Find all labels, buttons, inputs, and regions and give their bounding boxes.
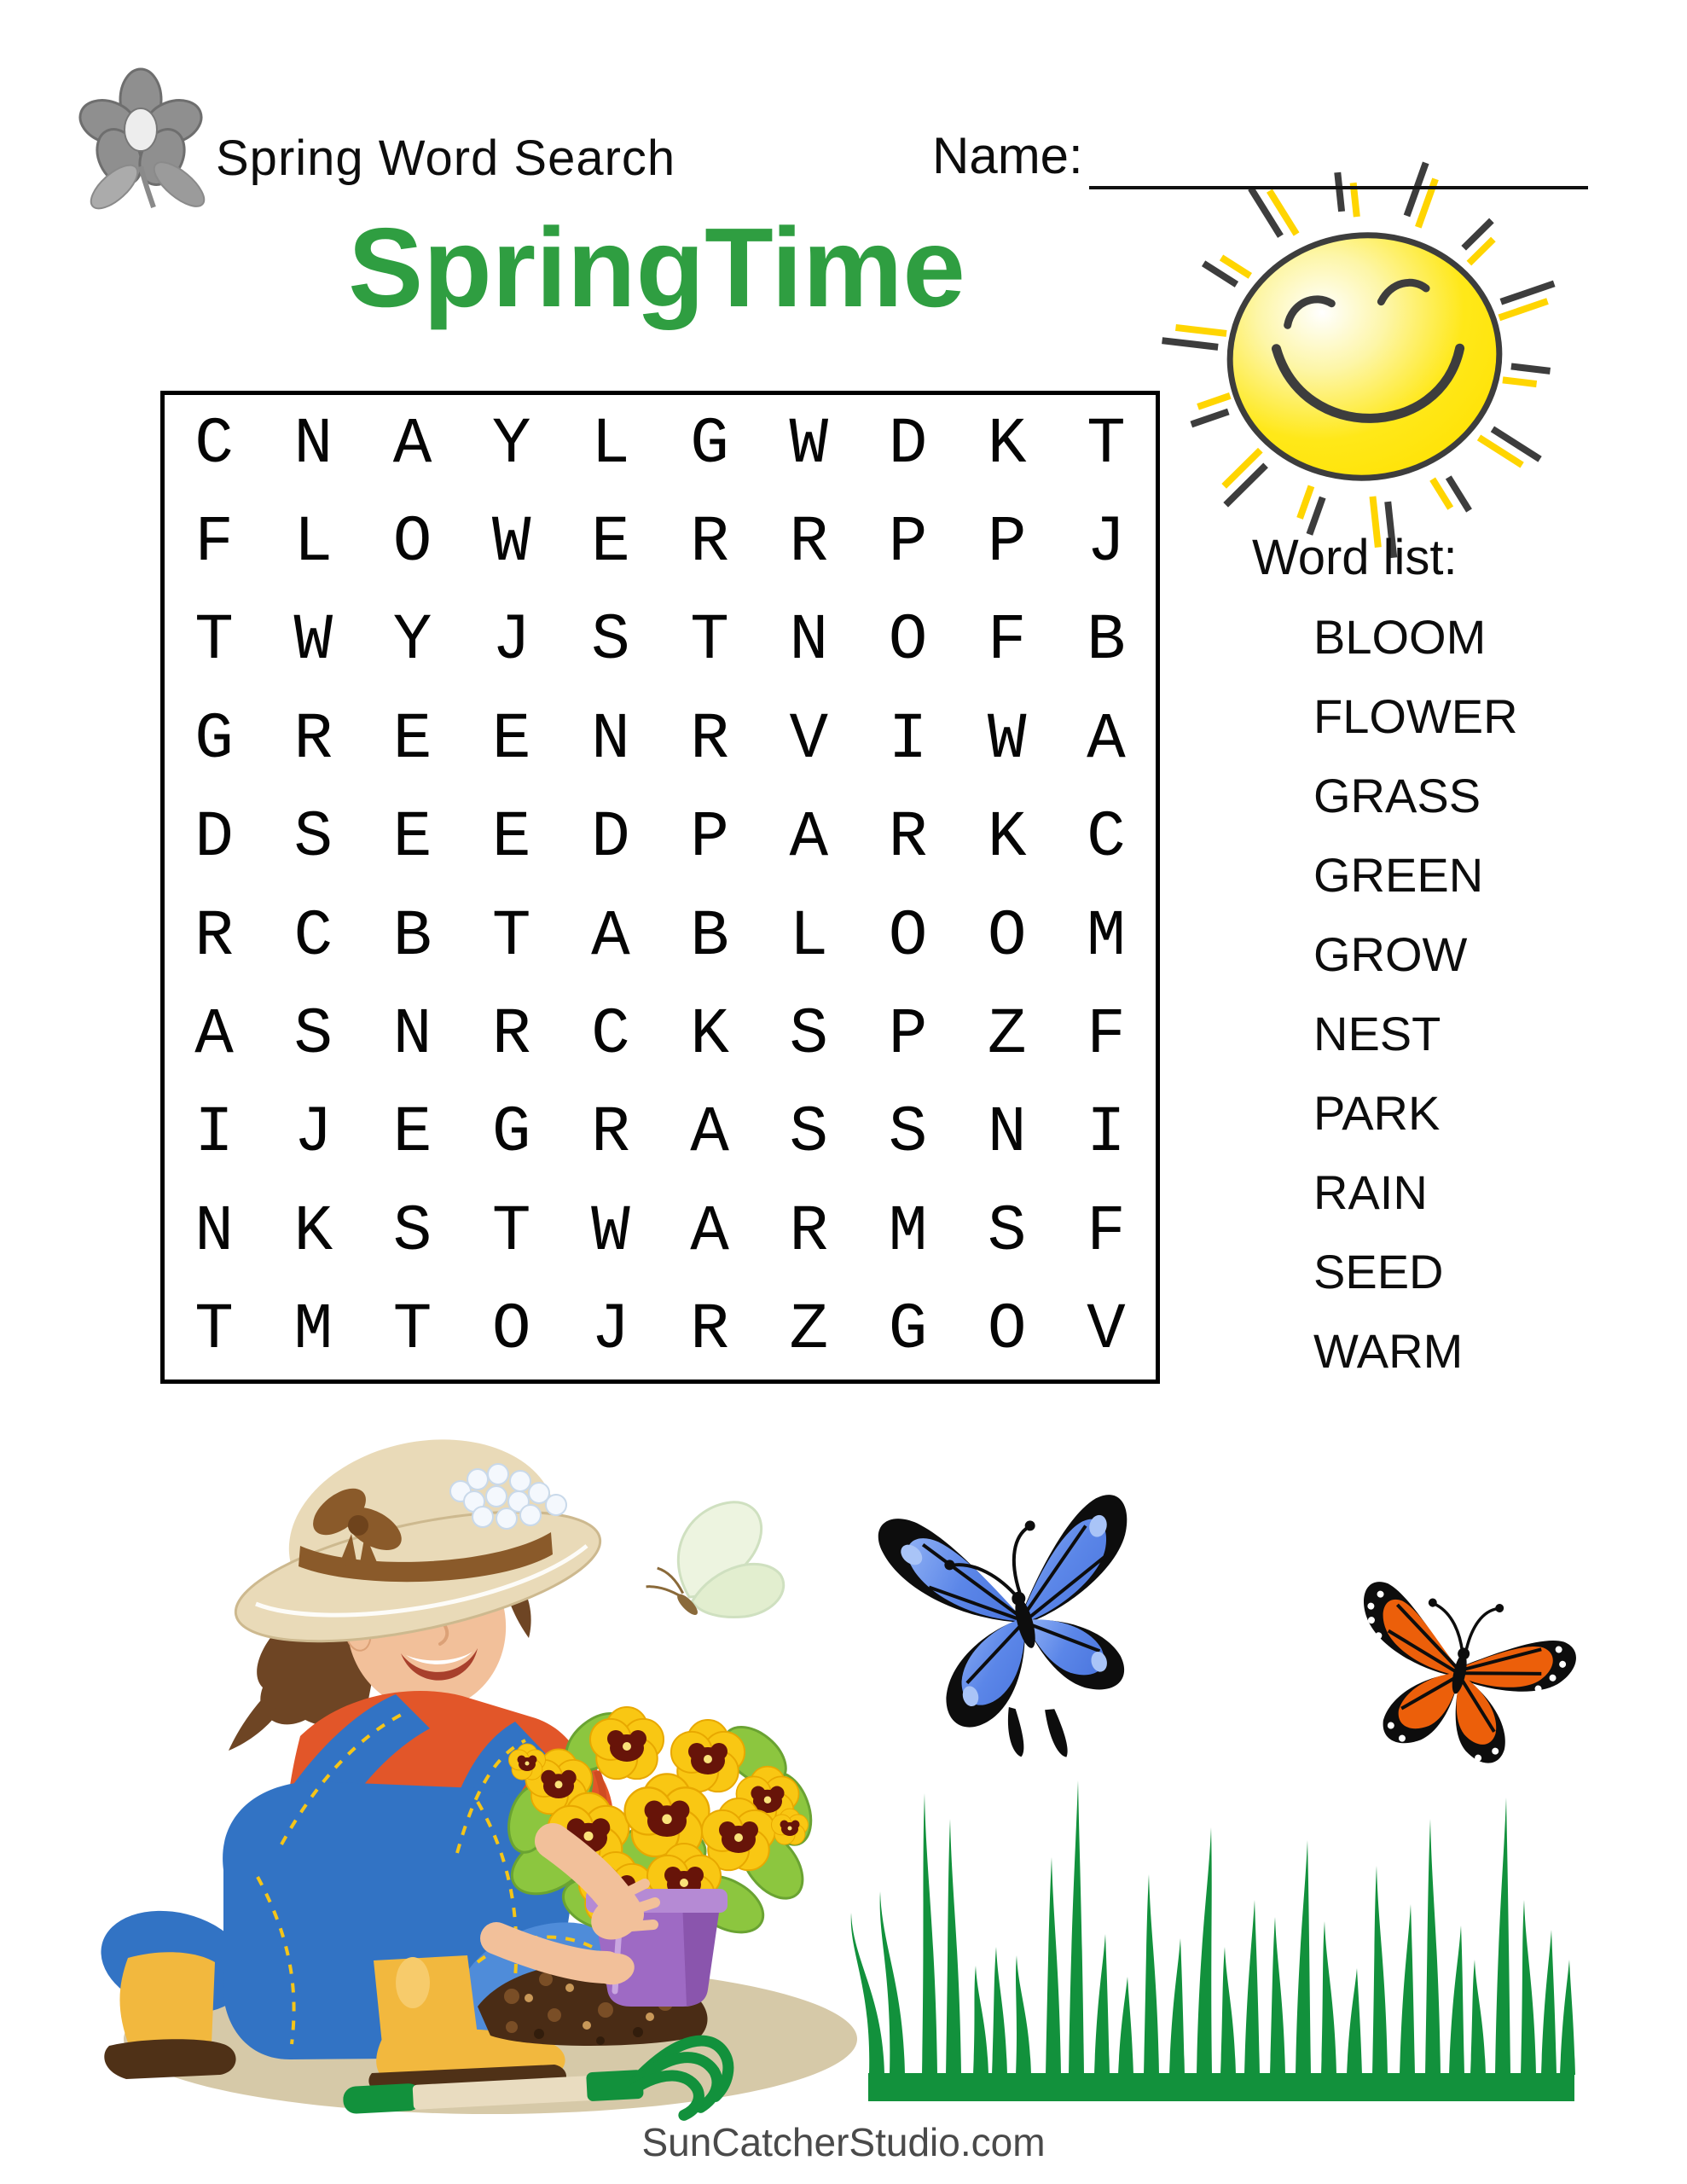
grid-cell[interactable]: S	[789, 998, 829, 1072]
sun-icon	[1146, 150, 1584, 579]
grid-cell[interactable]: F	[987, 604, 1027, 678]
grid-cell[interactable]: R	[293, 702, 333, 776]
grid-cell[interactable]: G	[690, 407, 729, 481]
grid-cell[interactable]: A	[392, 407, 432, 481]
grid-cell[interactable]: P	[987, 506, 1027, 580]
grid-cell[interactable]: R	[690, 1293, 729, 1368]
grid-cell[interactable]: P	[690, 801, 729, 875]
grid-cell[interactable]: B	[392, 899, 432, 973]
grid-cell[interactable]: W	[789, 407, 829, 481]
grid-cell[interactable]: Z	[987, 998, 1027, 1072]
grid-cell[interactable]: N	[392, 998, 432, 1072]
word-list-item: GROW	[1313, 927, 1468, 981]
word-list-item: GRASS	[1313, 769, 1481, 822]
grid-cell[interactable]: A	[194, 998, 234, 1072]
grid-cell[interactable]: J	[491, 604, 531, 678]
grid-cell[interactable]: O	[392, 506, 432, 580]
garden-hat	[225, 1416, 611, 1667]
grid-cell[interactable]: C	[1087, 801, 1126, 875]
grid-cell[interactable]: S	[789, 1096, 829, 1170]
grid-cell[interactable]: S	[888, 1096, 928, 1170]
word-list-item: NEST	[1313, 1007, 1441, 1060]
grid-cell[interactable]: A	[1087, 702, 1126, 776]
grid-cell[interactable]: K	[293, 1194, 333, 1269]
grid-cell[interactable]: R	[491, 998, 531, 1072]
grid-cell[interactable]: A	[690, 1096, 729, 1170]
grid-cell[interactable]: C	[194, 407, 234, 481]
grid-cell[interactable]: I	[888, 702, 928, 776]
grid-cell[interactable]: S	[392, 1194, 432, 1269]
grid-cell[interactable]: L	[591, 407, 630, 481]
grid-cell[interactable]: R	[789, 1194, 829, 1269]
grid-cell[interactable]: P	[888, 998, 928, 1072]
grid-cell[interactable]: F	[194, 506, 234, 580]
word-grid	[160, 391, 1160, 1384]
grid-cell[interactable]: R	[789, 506, 829, 580]
word-list-item: GREEN	[1313, 848, 1484, 902]
grid-cell[interactable]: R	[194, 899, 234, 973]
grid-cell[interactable]: Z	[789, 1293, 829, 1368]
grid-cell[interactable]: O	[888, 899, 928, 973]
grid-cell[interactable]: D	[888, 407, 928, 481]
grid-cell[interactable]: F	[1087, 998, 1126, 1072]
grid-cell[interactable]: M	[293, 1293, 333, 1368]
grid-cell[interactable]: A	[690, 1194, 729, 1269]
grid-cell[interactable]: O	[987, 1293, 1027, 1368]
grid-cell[interactable]: E	[392, 801, 432, 875]
grid-cell[interactable]: M	[888, 1194, 928, 1269]
grid-cell[interactable]: E	[491, 702, 531, 776]
grid-cell[interactable]: E	[392, 702, 432, 776]
flower-icon	[74, 69, 211, 216]
grid-cell[interactable]: N	[789, 604, 829, 678]
grid-cell[interactable]: C	[293, 899, 333, 973]
grid-cell[interactable]: I	[194, 1096, 234, 1170]
grid-cell[interactable]: K	[690, 998, 729, 1072]
grid-cell[interactable]: G	[491, 1096, 531, 1170]
grid-cell[interactable]: K	[987, 407, 1027, 481]
grid-cell[interactable]: T	[194, 604, 234, 678]
grid-cell[interactable]: S	[293, 998, 333, 1072]
grid-cell[interactable]: J	[591, 1293, 630, 1368]
grid-cell[interactable]: A	[591, 899, 630, 973]
grid-cell[interactable]: C	[591, 998, 630, 1072]
grid-cell[interactable]: O	[888, 604, 928, 678]
grid-cell[interactable]: L	[789, 899, 829, 973]
girl-gardener	[90, 1416, 857, 2134]
footer-site: SunCatcherStudio.com	[641, 2120, 1046, 2164]
grid-cell[interactable]: R	[690, 702, 729, 776]
grid-cell[interactable]: W	[591, 1194, 630, 1269]
grid-cell[interactable]: R	[591, 1096, 630, 1170]
word-list-item: WARM	[1313, 1324, 1464, 1378]
blue-butterfly	[874, 1461, 1184, 1790]
grid-cell[interactable]: W	[491, 506, 531, 580]
grid-cell[interactable]: D	[194, 801, 234, 875]
word-list-items	[1313, 597, 1518, 1391]
grid-cell[interactable]: T	[491, 1194, 531, 1269]
grid-cell[interactable]: N	[194, 1194, 234, 1269]
grid-cell[interactable]: R	[888, 801, 928, 875]
grid-cell[interactable]: B	[690, 899, 729, 973]
grid-cell[interactable]: E	[591, 506, 630, 580]
grid-cell[interactable]: W	[987, 702, 1027, 776]
grid-cell[interactable]: Y	[491, 407, 531, 481]
grid-cell[interactable]: A	[789, 801, 829, 875]
grid-cell[interactable]: O	[491, 1293, 531, 1368]
grass	[851, 1780, 1575, 2101]
grid-cell[interactable]: K	[987, 801, 1027, 875]
grid-cell[interactable]: V	[1087, 1293, 1126, 1368]
grid-cell[interactable]: J	[1087, 506, 1126, 580]
word-list-item: FLOWER	[1313, 689, 1518, 743]
grid-cell[interactable]: T	[690, 604, 729, 678]
white-butterfly	[631, 1494, 789, 1638]
grid-cell[interactable]: T	[1087, 407, 1126, 481]
grid-cell[interactable]: R	[690, 506, 729, 580]
word-list-item: PARK	[1313, 1086, 1441, 1140]
grid-cell[interactable]: V	[789, 702, 829, 776]
grid-cell[interactable]: N	[591, 702, 630, 776]
word-list-item: RAIN	[1313, 1165, 1428, 1219]
word-list-item: BLOOM	[1313, 610, 1487, 664]
grid-cell[interactable]: F	[1087, 1194, 1126, 1269]
puzzle-title: SpringTime	[348, 205, 965, 330]
page-title: Spring Word Search	[216, 131, 676, 186]
grid-cell[interactable]: G	[888, 1293, 928, 1368]
grid-cell[interactable]: P	[888, 506, 928, 580]
name-input-line[interactable]	[1089, 186, 1588, 189]
grid-cell[interactable]: N	[293, 407, 333, 481]
grid-cell[interactable]: T	[491, 899, 531, 973]
grid-cell[interactable]: N	[987, 1096, 1027, 1170]
grid-cell[interactable]: T	[194, 1293, 234, 1368]
grid-cell[interactable]: E	[392, 1096, 432, 1170]
grid-cell[interactable]: O	[987, 899, 1027, 973]
grid-cell[interactable]: L	[293, 506, 333, 580]
grid-cell[interactable]: S	[293, 801, 333, 875]
word-list-title: Word list:	[1252, 530, 1458, 585]
name-label: Name:	[932, 127, 1083, 184]
grid-cell[interactable]: J	[293, 1096, 333, 1170]
grid-cell[interactable]: S	[591, 604, 630, 678]
grid-cell[interactable]: D	[591, 801, 630, 875]
grid-cell[interactable]: E	[491, 801, 531, 875]
grid-cell[interactable]: I	[1087, 1096, 1126, 1170]
grid-cell[interactable]: M	[1087, 899, 1126, 973]
grid-cell[interactable]: S	[987, 1194, 1027, 1269]
grid-cell[interactable]: B	[1087, 604, 1126, 678]
grid-cell[interactable]: G	[194, 702, 234, 776]
grid-cell[interactable]: T	[392, 1293, 432, 1368]
monarch-butterfly	[1335, 1576, 1584, 1780]
grid-cell[interactable]: W	[293, 604, 333, 678]
word-list-item: SEED	[1313, 1245, 1444, 1298]
grid-cell[interactable]: Y	[392, 604, 432, 678]
